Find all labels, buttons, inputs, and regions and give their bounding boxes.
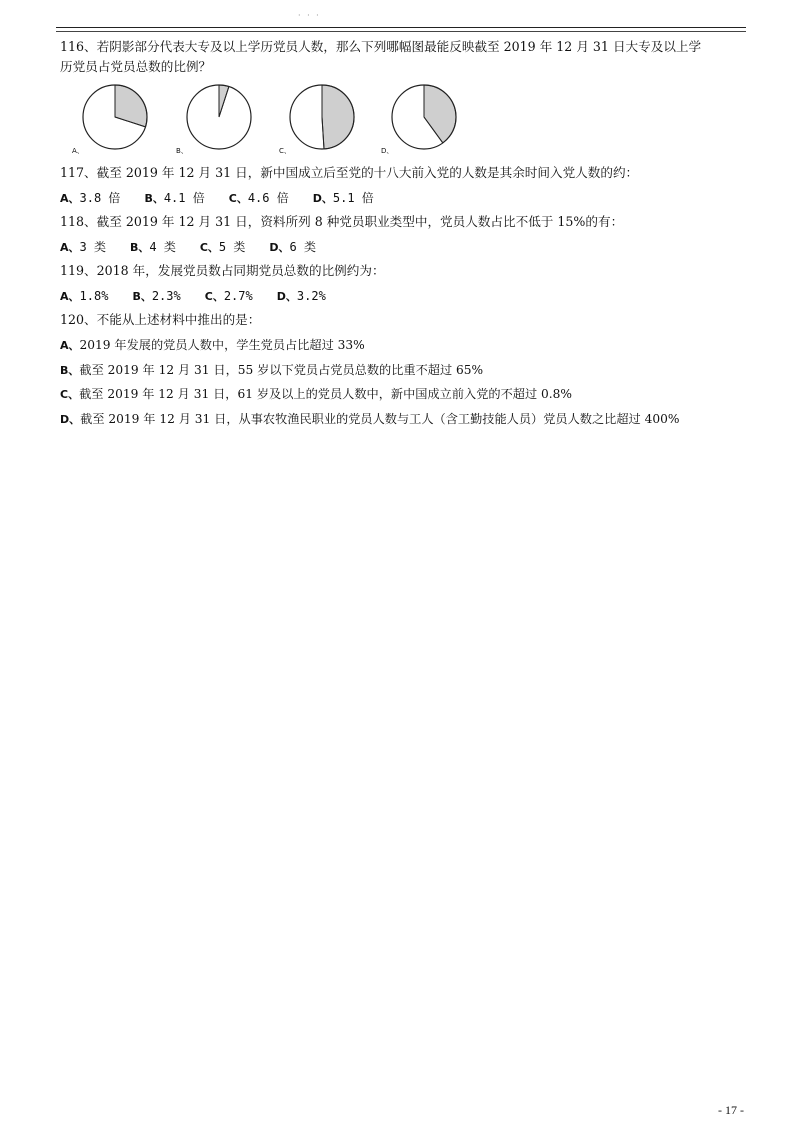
option-value: 5 类 (218, 240, 246, 254)
option-value: 3.2% (296, 289, 326, 303)
pie-label-b: B、 (176, 147, 188, 155)
q117-option-d[interactable] (313, 188, 374, 209)
pie-label-c: C、 (279, 147, 291, 155)
option-value: 5.1 倍 (332, 191, 374, 205)
q120-option-a[interactable] (60, 335, 365, 356)
pie-chart-c (287, 84, 357, 150)
option-text: 截至 2019 年 12 月 31 日，55 岁以下党员占党员总数的比重不超过 65% (79, 363, 484, 377)
pie-label-a: A、 (72, 147, 84, 155)
option-value: 3.8 倍 (79, 191, 121, 205)
option-letter: C、 (204, 290, 224, 303)
q117-option-a[interactable] (60, 188, 120, 209)
option-value: 4.6 倍 (247, 191, 289, 205)
q120-stem: 120、不能从上述材料中推出的是： (60, 312, 261, 327)
option-value: 4.1 倍 (163, 191, 205, 205)
option-letter: B、 (132, 290, 152, 303)
q119-options (60, 286, 346, 307)
option-value: 1.8% (79, 289, 109, 303)
option-letter: B、 (60, 364, 80, 377)
q118-option-a[interactable] (60, 237, 106, 258)
option-text: 截至 2019 年 12 月 31 日，61 岁及以上的党员人数中，新中国成立前入党的不超过 0.8% (79, 387, 573, 401)
q117-option-c[interactable] (229, 188, 289, 209)
option-value: 2.7% (223, 289, 253, 303)
option-letter: D、 (312, 192, 333, 205)
q118-option-b[interactable] (130, 237, 176, 258)
q116-pie-options (60, 80, 480, 160)
q118-options (60, 237, 336, 258)
q119-option-c[interactable] (205, 286, 253, 307)
q119-option-b[interactable] (132, 286, 180, 307)
option-value: 4 类 (149, 240, 176, 254)
q116-stem-line1: 116、若阴影部分代表大专及以上学历党员人数，那么下列哪幅图最能反映截至 2019 年 12 月 31 日大专及以上学 (60, 39, 702, 54)
q118-option-d[interactable] (269, 237, 316, 258)
pie-chart-a (80, 84, 150, 150)
pie-option-a[interactable] (60, 80, 150, 160)
option-letter: C、 (60, 388, 80, 401)
header-mark: · · · (298, 11, 321, 20)
q119-stem: 119、2018 年，发展党员数占同期党员总数的比例约为： (60, 263, 385, 278)
option-letter: A、 (60, 192, 80, 205)
pie-option-c[interactable] (267, 80, 357, 160)
q116-stem-line2: 历党员占党员总数的比例？ (60, 59, 212, 74)
option-letter: B、 (144, 192, 164, 205)
option-value: 3 类 (79, 240, 106, 254)
pie-option-b[interactable] (164, 80, 254, 160)
q119-option-d[interactable] (277, 286, 326, 307)
option-text: 2019 年发展的党员人数中，学生党员占比超过 33% (79, 338, 365, 352)
option-letter: D、 (60, 413, 81, 426)
option-letter: A、 (60, 290, 80, 303)
option-letter: D、 (276, 290, 297, 303)
q118-stem: 118、截至 2019 年 12 月 31 日，资料所列 8 种党员职业类型中，党员人数占比不低于 15%的有： (60, 214, 624, 229)
header-rule (56, 27, 746, 28)
page-number: - 17 - (718, 1103, 744, 1117)
option-text: 截至 2019 年 12 月 31 日，从事农牧渔民职业的党员人数与工人（含工勤技能人员）党员人数之比超过 400% (80, 412, 680, 426)
option-letter: C、 (199, 241, 219, 254)
q117-options (60, 188, 394, 209)
q119-option-a[interactable] (60, 286, 108, 307)
option-letter: A、 (60, 339, 80, 352)
q120-option-d[interactable] (60, 409, 679, 430)
option-value: 2.3% (151, 289, 181, 303)
pie-chart-d (389, 84, 459, 150)
option-letter: A、 (60, 241, 80, 254)
q120-option-b[interactable] (60, 360, 483, 381)
option-letter: C、 (228, 192, 248, 205)
q117-stem: 117、截至 2019 年 12 月 31 日，新中国成立后至党的十八大前入党的人数是其余时间入党人数的约： (60, 165, 639, 180)
option-value: 6 类 (289, 240, 316, 254)
option-letter: B、 (129, 241, 150, 254)
pie-option-d[interactable] (369, 80, 459, 160)
header-rule-thin (56, 31, 746, 32)
pie-label-d: D、 (381, 147, 394, 155)
q117-option-b[interactable] (144, 188, 204, 209)
q120-option-c[interactable] (60, 384, 572, 405)
pie-chart-b (184, 84, 254, 150)
q118-option-c[interactable] (200, 237, 246, 258)
option-letter: D、 (269, 241, 290, 254)
